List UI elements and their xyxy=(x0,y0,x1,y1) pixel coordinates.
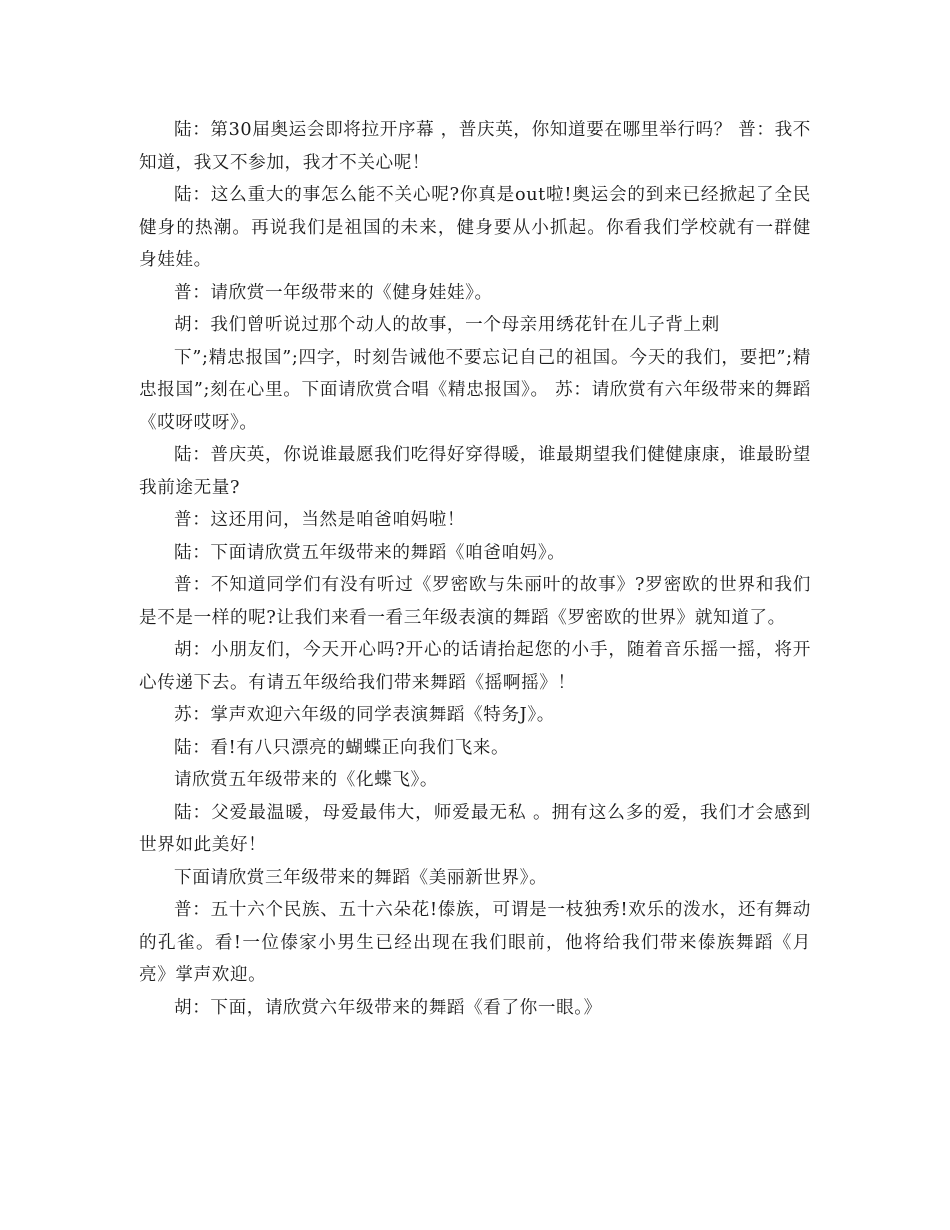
paragraph: 普：五十六个民族、五十六朵花!傣族，可谓是一枝独秀!欢乐的泼水，还有舞动的孔雀。看!一位傣家小男生已经出现在我们眼前，他将给我们带来傣族舞蹈《月亮》掌声欢迎。 xyxy=(139,900,811,985)
paragraph: 胡：小朋友们，今天开心吗?开心的话请抬起您的小手，随着音乐摇一摇，将开心传递下去。有请五年级给我们带来舞蹈《摇啊摇》！ xyxy=(139,640,811,693)
paragraph: 陆：第30届奥运会即将拉开序幕 ，普庆英，你知道要在哪里举行吗？ 普：我不知道，我又不参加，我才不关心呢！ xyxy=(139,120,811,173)
paragraph: 陆：普庆英，你说谁最愿我们吃得好穿得暖，谁最期望我们健健康康，谁最盼望我前途无量? xyxy=(139,445,811,498)
paragraph: 普：不知道同学们有没有听过《罗密欧与朱丽叶的故事》?罗密欧的世界和我们是不是一样的呢?让我们来看一看三年级表演的舞蹈《罗密欧的世界》就知道了。 xyxy=(139,575,811,628)
script-text-body xyxy=(139,114,811,1024)
paragraph: 胡：下面，请欣赏六年级带来的舞蹈《看了你一眼。》 xyxy=(174,997,602,1018)
paragraph: 陆：父爱最温暖，母爱最伟大，师爱最无私 。拥有这么多的爱，我们才会感到世界如此美好！ xyxy=(139,802,811,855)
paragraph: 胡：我们曾听说过那个动人的故事，一个母亲用绣花针在儿子背上刺 xyxy=(174,315,720,335)
paragraph: 苏：掌声欢迎六年级的同学表演舞蹈《特务J》。 xyxy=(174,705,555,725)
paragraph: 普：请欣赏一年级带来的《健身娃娃》。 xyxy=(174,282,493,303)
paragraph: 下面请欣赏三年级带来的舞蹈《美丽新世界》。 xyxy=(174,867,548,888)
paragraph: 陆：下面请欣赏五年级带来的舞蹈《咱爸咱妈》。 xyxy=(174,542,566,563)
paragraph: 普：这还用问，当然是咱爸咱妈啦！ xyxy=(174,510,466,530)
paragraph: 陆：这么重大的事怎么能不关心呢?你真是out啦!奥运会的到来已经掀起了全民健身的热潮。再说我们是祖国的未来，健身要从小抓起。你看我们学校就有一群健身娃娃。 xyxy=(139,185,811,270)
paragraph: 陆：看!有八只漂亮的蝴蝶正向我们飞来。 xyxy=(174,737,510,758)
paragraph: 请欣赏五年级带来的《化蝶飞》。 xyxy=(174,770,439,790)
paragraph: 下”;精忠报国”;四字，时刻告诫他不要忘记自己的祖国。今天的我们，要把”;精忠报国”;刻在心里。下面请欣赏合唱《精忠报国》。 苏：请欣赏有六年级带来的舞蹈《哎呀哎呀》。 xyxy=(139,347,811,433)
